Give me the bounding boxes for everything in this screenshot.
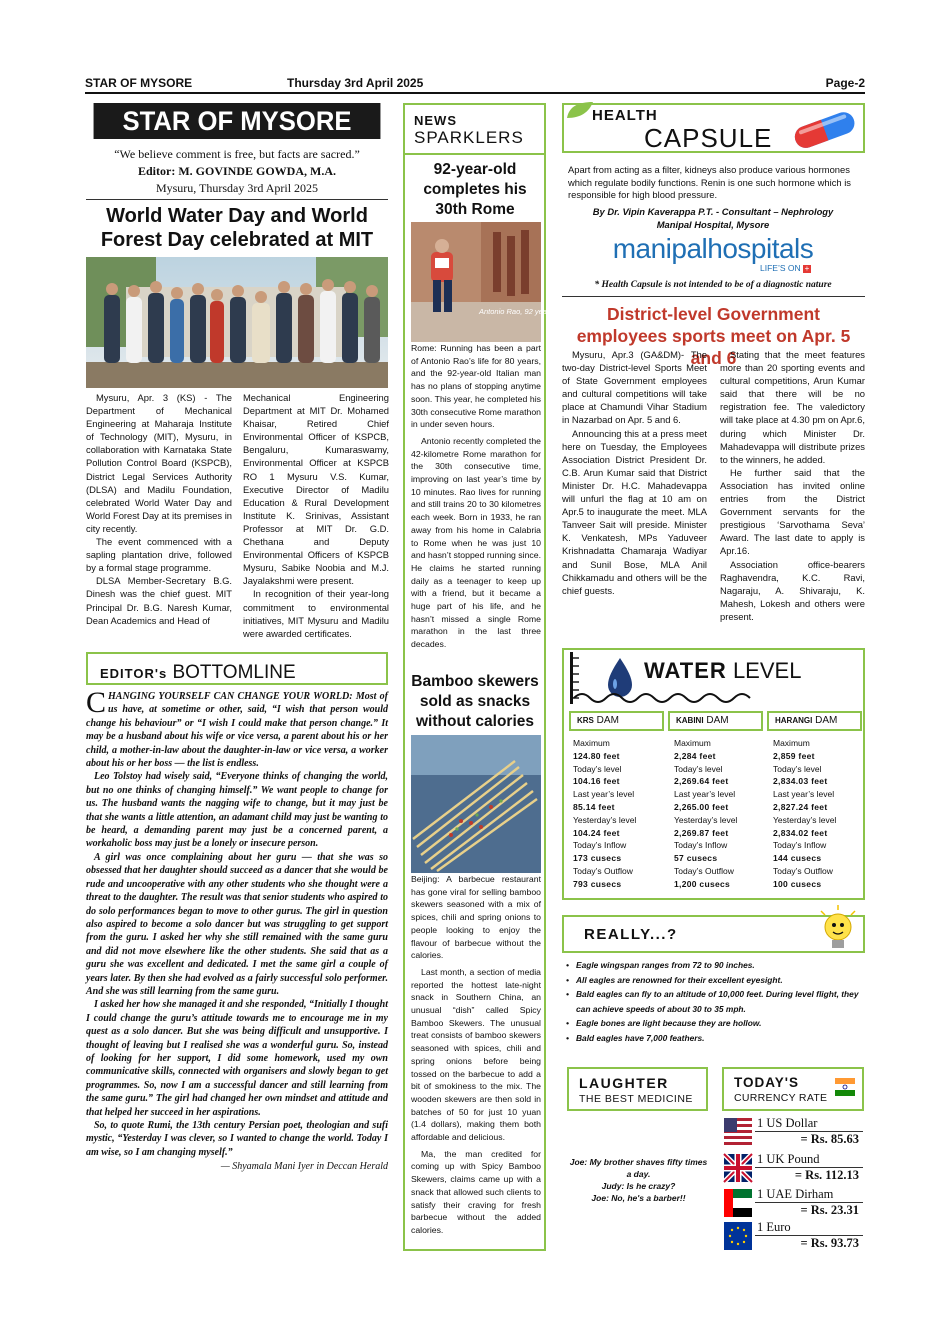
logo-tagline bbox=[760, 263, 811, 273]
stat-value: 144 cusecs bbox=[773, 853, 822, 864]
dam-label: DAM bbox=[596, 715, 619, 726]
story-headline: Bamboo skewers sold as snacks without calories bbox=[411, 673, 539, 730]
stat-value: 57 cusecs bbox=[674, 853, 718, 864]
dam-stats-krs bbox=[573, 737, 668, 891]
list-item: • Eagle wingspan ranges from 72 to 90 inches. bbox=[566, 958, 864, 973]
health-disclaimer: * Health Capsule is not intended to be of a diagnostic nature bbox=[594, 280, 832, 290]
stat-value: 2,859 feet bbox=[773, 750, 815, 761]
divider bbox=[562, 296, 865, 297]
page-number: Page-2 bbox=[825, 76, 865, 90]
paper-name: STAR OF MYSORE bbox=[85, 76, 193, 90]
stat-label: Yesterday’s level bbox=[773, 814, 837, 825]
stat-value: 2,269.64 feet bbox=[674, 776, 729, 787]
label-small: HEALTH bbox=[592, 107, 658, 124]
stat-label: Today’s Inflow bbox=[773, 840, 827, 851]
dam-label: DAM bbox=[815, 715, 838, 726]
fx-row-gbp bbox=[723, 1152, 865, 1186]
dam-label: DAM bbox=[706, 715, 729, 726]
paragraph: Ma, the man credited for coming up with Spicy Bamboo Skewers, claims came up with a snack that allowed such clients to satisfy their craving for fresh barbecue without the added calories. bbox=[411, 1148, 541, 1235]
stat-label: Last year’s level bbox=[773, 789, 835, 800]
stat-label: Today’s level bbox=[773, 763, 822, 774]
paragraph: HANGING YOURSELF CAN CHANGE YOUR WORLD: Most of us have, at sometime or other, said, “I wish that person would change his behaviour” or “I wish I could make that person change.” It may be a husband about his wife or vice versa, a parent about his or her child, a mother-in-law about the daughter-in-law or vice versa, a worker about his or her boss — the list is endless. bbox=[86, 691, 388, 770]
joke-line: Joe: No, he's a barber!! bbox=[591, 1193, 686, 1203]
joke-line: Judy: Is he crazy? bbox=[601, 1181, 676, 1191]
lead-photo bbox=[86, 257, 388, 388]
stat-label: Last year’s level bbox=[674, 789, 736, 800]
stat-value: 173 cusecs bbox=[573, 853, 622, 864]
dam-stats-harangi bbox=[773, 737, 868, 891]
editors-bottomline-banner bbox=[86, 652, 388, 685]
stat-label: Maximum bbox=[674, 738, 711, 748]
masthead-title: STAR OF MYSORE bbox=[94, 103, 381, 139]
paragraph: Mysuru, Apr.3 (GA&DM)- The two-day District-level Sports Meet of State Government employees and cultural competitions will take place at Chamundi Vihar Stadium in Nazarbad on Apr. 5 and 6. bbox=[562, 349, 707, 426]
stat-label: Today’s level bbox=[674, 763, 723, 774]
stat-value: 2,284 feet bbox=[674, 750, 716, 761]
stat-value: 104.16 feet bbox=[573, 776, 620, 787]
dam-stats-kabini bbox=[674, 737, 769, 891]
lead-headline: World Water Day and World Forest Day celebrated at MIT bbox=[100, 205, 374, 251]
uae-flag-icon bbox=[724, 1189, 752, 1217]
paragraph: He further said that the Association has invited online entries from the District Government servants for the prestigious ‘Sarvothama Seva’ Award. The last date to apply is Apr.16. bbox=[720, 466, 865, 557]
list-item: • Eagle bones are light because they are hollow. bbox=[566, 1016, 864, 1031]
lead-story-col1 bbox=[86, 391, 232, 627]
author-line: By Dr. Vipin Kaverappa P.T. - Consultant – Nephrology bbox=[592, 206, 834, 217]
skewers-story bbox=[411, 873, 541, 1241]
eu-flag-icon bbox=[724, 1222, 752, 1250]
stat-value: 2,265.00 feet bbox=[674, 801, 729, 812]
divider bbox=[405, 153, 544, 155]
paragraph: Last month, a section of media reported the hottest late-night snack in Southern China, an unusual “dish” called Spicy Bamboo Skewers. The unusual treat consists of bamboo skewers seasoned with spices, chili and spring onions before being tossed on the barbecue to add a bit of smokiness to the mix. The wooden skewers are then sold in batches of 50 for just 10 yuan (1.4 dollars), making them both affordable and delicious. bbox=[411, 966, 541, 1143]
label-big: SPARKLERS bbox=[414, 128, 524, 147]
label-small: CURRENCY RATE bbox=[734, 1092, 828, 1104]
laughter-banner bbox=[567, 1067, 708, 1111]
stat-value: 100 cusecs bbox=[773, 878, 822, 889]
label-big: TODAY'S bbox=[734, 1075, 799, 1090]
marathon-photo bbox=[411, 222, 568, 342]
divider bbox=[86, 199, 388, 200]
fx-row-eur bbox=[723, 1220, 865, 1254]
stat-value: 2,834.02 feet bbox=[773, 827, 828, 838]
wave-icon bbox=[574, 688, 754, 702]
label-small: EDITOR's bbox=[100, 666, 168, 681]
label-thin: LEVEL bbox=[732, 658, 802, 683]
stat-label: Today’s level bbox=[573, 763, 622, 774]
currency-name: 1 Euro bbox=[757, 1220, 791, 1234]
marathon-story bbox=[411, 342, 541, 655]
currency-value: = Rs. 85.63 bbox=[800, 1132, 859, 1146]
dropcap: C bbox=[86, 686, 107, 719]
label-big: BOTTOMLINE bbox=[172, 662, 296, 683]
paragraph: So, to quote Rumi, the 13th century Persian poet, theologian and sufi mystic, “Yesterday I was clever, so I wanted to change the world. Today I am wise, so I am changing myself.” bbox=[86, 1120, 388, 1158]
uk-flag-icon bbox=[724, 1154, 752, 1182]
dam-name: KRS bbox=[577, 716, 594, 725]
health-capsule-banner bbox=[562, 103, 865, 153]
issue-date: Thursday 3rd April 2025 bbox=[287, 76, 424, 90]
stat-value: 124.80 feet bbox=[573, 750, 620, 761]
paragraph: Mechanical Engineering Department at MIT Dr. Mohamed Khaisar, Retired Chief Environmental Officer of KSPCB, Bengaluru, Kumaraswamy, Environmental Officer at KSPCB RO 1 Mysuru V.S. Kumar, Executive Director of Madilu Education & Rural Development Institute K. Srinivas, Assistant Professor at MIT Dr. G.D. Chethana and Deputy Environmental Officers of KSPCB Mysuru, Sabike Noobia and M.J. Jayalakshmi were present. bbox=[243, 392, 389, 587]
label-small: NEWS bbox=[414, 113, 457, 128]
lightbulb-icon bbox=[815, 905, 861, 955]
india-flag-icon bbox=[832, 1075, 858, 1101]
paragraph: Leo Tolstoy had wisely said, “Everyone thinks of changing the world, but no one thinks of changing himself.” We want people to change for us. The husband wants the nagging wife to change, but it may just be that she wants a little attention, an adamant child may just be wanting to be heard, a demanding parent may just be a concerned parent, a workaholic boss may just be a lonely or insecure person. bbox=[86, 771, 388, 850]
stat-label: Today’s Outflow bbox=[773, 865, 833, 876]
manipal-logo: manipalhospitals bbox=[612, 233, 814, 264]
stat-label: Today’s Inflow bbox=[674, 840, 728, 851]
section-label bbox=[414, 113, 524, 148]
currency-name: 1 US Dollar bbox=[757, 1116, 818, 1130]
hospital-line: Manipal Hospital, Mysore bbox=[656, 218, 770, 230]
stat-label: Today’s Outflow bbox=[674, 865, 734, 876]
currency-value: = Rs. 112.13 bbox=[794, 1168, 859, 1182]
dam-name: HARANGI bbox=[775, 716, 813, 725]
editor-line: Editor: M. GOVINDE GOWDA, M.A. bbox=[138, 164, 336, 178]
paragraph: Announcing this at a press meet here on Tuesday, the Employees Association District President Dr. C.B. Arun Kumar said that District Minister Dr. H.C. Mahadevappa will unfurl the flag at 10 am on Apr.5 to inaugurate the meet. MLA Tanveer Sait will preside. Minister K. Venkatesh, MPs Yaduveer Krishnadatta Chamaraja Wadiyar and Sunil Bose, MLA Anil Chikkamadu and others will be the chief guests. bbox=[562, 427, 707, 596]
district-story-col2 bbox=[720, 348, 865, 623]
list-item: • All eagles are renowned for their excellent eyesight. bbox=[566, 973, 864, 988]
paragraph: DLSA Member-Secretary B.G. Dinesh was the chief guest. MIT Principal Dr. B.G. Naresh Kumar, Dean Academics and Head of bbox=[86, 575, 232, 626]
stat-label: Last year’s level bbox=[573, 789, 635, 800]
paragraph: In recognition of their year-long commitment to environmental initiatives, MIT Mysuru and Madilu were awarded certificates. bbox=[243, 588, 389, 639]
stat-value: 104.24 feet bbox=[573, 827, 620, 838]
lead-story-col2 bbox=[243, 391, 389, 640]
fx-row-usd bbox=[723, 1116, 865, 1150]
byline: — Shyamala Mani Iyer in Deccan Herald bbox=[220, 1161, 388, 1173]
paragraph: A girl was once complaining about her guru — that she was so obsessed that her daughter should succeed as a dancer that she would be rude and uncooperative with any other students who she thought were a threat to the daughter. The result was that senior students who aspired to do solo performances began to move to other gurus. The girl in question also aspired to become a solo dancer but was struggling to get support from the guru. I asked her why she still remained with the same guru and did not move elsewhere like the other students. She said that as a guru she was excellent and dedicated. I met the same girl a couple of years later. By then she had evolved as a fairly successful solo performer. And she was still learning from the same guru. bbox=[86, 851, 388, 997]
currency-name: 1 UAE Dirham bbox=[757, 1187, 834, 1201]
really-label: REALLY...? bbox=[584, 926, 678, 943]
district-headline: District-level Government employees sports meet on Apr. 5 and 6 bbox=[576, 304, 851, 368]
list-item: • Bald eagles can fly to an altitude of 10,000 feet. During level flight, they can achieve speeds of about 30 to 35 mph. bbox=[566, 987, 864, 1016]
paragraph: Beijing: A barbecue restaurant has gone viral for selling bamboo skewers seasoned with a mix of spices, chili and spring onions to people looking to enjoy the flavour of barbecue without the calories. bbox=[411, 874, 541, 961]
joke bbox=[568, 1156, 709, 1204]
capsule-icon bbox=[786, 109, 864, 153]
stat-value: 85.14 feet bbox=[573, 801, 615, 812]
paragraph: Antonio recently completed the 42-kilometre Rome marathon for the 30th consecutive time, improving on last year’s time by 10 minutes. Rao lives for running and still trains 20 to 30 kilometres each week. Born in 1933, he ran away from his home in Calabria to Rome when he was just 10 and hasn’t stopped running since. He claims he started running daily as a teenager to keep up with a friend, but it became a huge part of his life, and he hasn’t missed a single Rome marathon in the last three decades. bbox=[411, 435, 541, 650]
dam-tab-kabini bbox=[668, 711, 763, 731]
skewers-photo bbox=[411, 735, 541, 873]
joke-line: Joe: My brother shaves fifty times a day. bbox=[569, 1157, 708, 1179]
label-big: CAPSULE bbox=[644, 123, 773, 153]
leaf-icon bbox=[565, 100, 595, 120]
page-header-bar bbox=[85, 76, 865, 94]
dam-name: KABINI bbox=[676, 716, 704, 725]
district-story-col1 bbox=[562, 348, 707, 597]
paragraph: Rome: Running has been a part of Antonio Rao’s life for 80 years, and the 92-year-old Italian man has no plans of stopping anytime soon. This year, he completed his 30th consecutive Rome marathon in under seven hours. bbox=[411, 343, 541, 430]
masthead-info bbox=[86, 146, 388, 197]
paragraph: Association office-bearers Raghavendra, K.C. Ravi, Nagaraju, A. Shivaraju, K. Mahesh, Lokesh and others were present. bbox=[720, 558, 865, 622]
label-small: THE BEST MEDICINE bbox=[579, 1093, 693, 1105]
currency-rate-banner bbox=[722, 1067, 864, 1111]
list-item: • Bald eagles have 7,000 feathers. bbox=[566, 1031, 864, 1046]
photo-caption: Antonio Rao, 92 years old. bbox=[479, 307, 568, 316]
paragraph: Mysuru, Apr. 3 (KS) - The Department of Mechanical Engineering at Maharaja Institute of Technology (MIT), Mysuru, in collaboration with Karnataka State Pollution Control Board (KSPCB), District Legal Services Authority (DLSA) and Madilu Foundation, celebrated World Water Day and World Forest Day at its premises in city recently. bbox=[86, 392, 232, 534]
dateline: Mysuru, Thursday 3rd April 2025 bbox=[155, 181, 319, 195]
stat-label: Today’s Outflow bbox=[573, 865, 633, 876]
motto: “We believe comment is free, but facts are sacred.” bbox=[114, 147, 360, 161]
really-facts bbox=[566, 958, 864, 1046]
paragraph: I asked her how she managed it and she responded, “Initially I thought I could change the guru’s attitude towards me to encourage me in my quest as a solo dancer. But she was being difficult and unsupportive. I thought of leaving but I realised she was a wonderful guru. So, instead of looking for her support, I did some homework, used my own communicative skills, connected with organisers and slowly began to get programmes. So, now I am a successful dancer and still learning from the same guru.” The girl had changed her own mindset and attitude and that helped her succeed in her aspirations. bbox=[86, 999, 388, 1118]
health-text: Apart from acting as a filter, kidneys also produce various hormones which regulate bodily functions. Renin is one such hormone which is responsible for high blood pressure. bbox=[568, 164, 851, 200]
dam-tab-krs bbox=[569, 711, 664, 731]
plus-icon: + bbox=[804, 264, 810, 273]
paragraph: The event commenced with a sapling plantation drive, followed by a formal stage programme. bbox=[86, 536, 232, 574]
label-big: LAUGHTER bbox=[579, 1075, 669, 1091]
story-headline: 92-year-old completes his 30th Rome bbox=[423, 161, 527, 218]
stat-value: 793 cusecs bbox=[573, 878, 622, 889]
health-author bbox=[568, 206, 858, 231]
stat-value: 2,834.03 feet bbox=[773, 776, 828, 787]
currency-name: 1 UK Pound bbox=[757, 1152, 820, 1166]
stat-label: Yesterday’s level bbox=[674, 814, 738, 825]
currency-value: = Rs. 23.31 bbox=[800, 1203, 859, 1217]
stat-value: 2,827.24 feet bbox=[773, 801, 828, 812]
tagline-text: LIFE’S ON bbox=[760, 263, 801, 273]
us-flag-icon bbox=[724, 1118, 752, 1146]
editorial-body bbox=[86, 686, 388, 1174]
dam-tab-harangi bbox=[767, 711, 862, 731]
stat-value: 2,269.87 feet bbox=[674, 827, 729, 838]
fx-row-aed bbox=[723, 1187, 865, 1221]
water-level-title bbox=[644, 658, 801, 684]
stat-value: 1,200 cusecs bbox=[674, 878, 731, 889]
stat-label: Maximum bbox=[773, 738, 810, 748]
currency-value: = Rs. 93.73 bbox=[800, 1236, 859, 1250]
paragraph: Stating that the meet features more than 20 sporting events and cultural competitions, Arun Kumar said that there will be no registration fee. The valedictory will take place at 4.30 pm on Apr.6, during which Minister Dr. Mahadevappa will distribute prizes to the winners, he added. bbox=[720, 349, 865, 465]
section-label bbox=[100, 662, 296, 684]
stat-label: Yesterday’s level bbox=[573, 814, 637, 825]
stat-label: Maximum bbox=[573, 738, 610, 748]
stat-label: Today’s Inflow bbox=[573, 840, 627, 851]
label-bold: WATER bbox=[644, 658, 727, 683]
